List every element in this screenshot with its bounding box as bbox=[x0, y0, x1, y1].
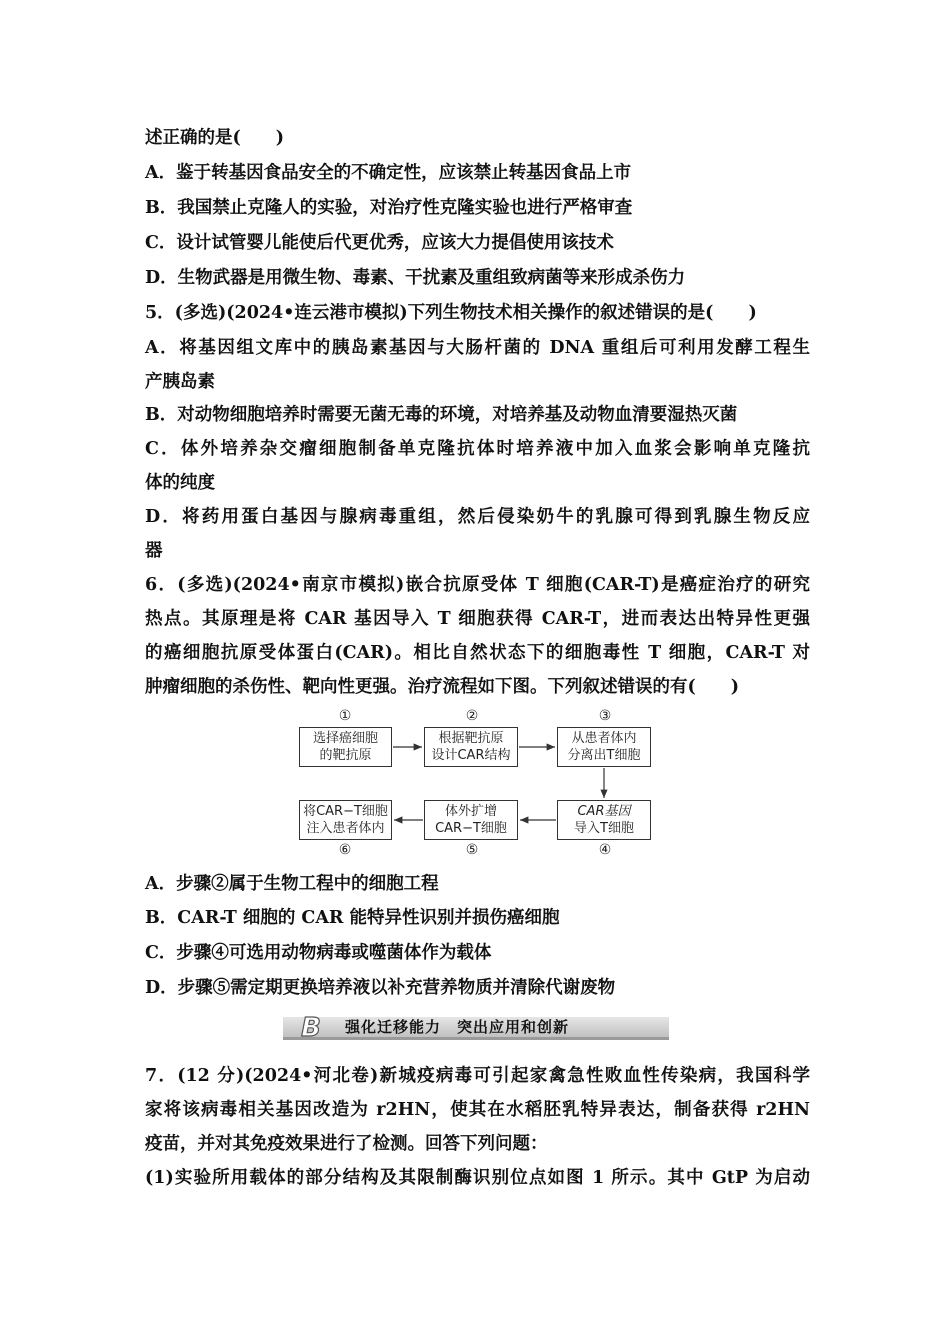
q6-option-c: C．步骤④可选用动物病毒或噬菌体作为载体 bbox=[145, 943, 492, 963]
step5-line1: 体外扩增 bbox=[444, 804, 497, 819]
step1-number: ① bbox=[338, 708, 352, 724]
q4-option-c: C．设计试管婴儿能使后代更优秀，应该大力提倡使用该技术 bbox=[145, 233, 614, 253]
q5-option-d-line2: 器 bbox=[145, 541, 163, 561]
step6-line1: 将CAR−T细胞 bbox=[303, 804, 388, 819]
q6-option-a: A．步骤②属于生物工程中的细胞工程 bbox=[145, 874, 439, 894]
step4-line2: 导入T细胞 bbox=[574, 821, 634, 836]
q5-option-c-line1: C．体外培养杂交瘤细胞制备单克隆抗体时培养液中加入血浆会影响单克隆抗 bbox=[145, 439, 810, 459]
step4-number: ④ bbox=[598, 842, 612, 858]
step2-line2: 设计CAR结构 bbox=[431, 748, 511, 763]
step2-number: ② bbox=[465, 708, 479, 724]
step5-number: ⑤ bbox=[465, 842, 479, 858]
q7-stem-line2: 家将该病毒相关基因改造为 r2HN，使其在水稻胚乳特异表达，制备获得 r2HN bbox=[145, 1100, 810, 1120]
q5-stem: 5．(多选)(2024•连云港市模拟)下列生物技术相关操作的叙述错误的是( ) bbox=[145, 303, 757, 323]
q7-stem-line1: 7．(12 分)(2024•河北卷)新城疫病毒可引起家禽急性败血性传染病，我国科学 bbox=[145, 1066, 810, 1086]
step6-line2: 注入患者体内 bbox=[306, 821, 385, 836]
q5-option-c-line2: 体的纯度 bbox=[145, 473, 215, 493]
step3-number: ③ bbox=[598, 708, 612, 724]
section-letter-icon: B bbox=[301, 1013, 321, 1041]
step1-line1: 选择癌细胞 bbox=[312, 731, 378, 746]
section-banner-title: 强化迁移能力 突出应用和创新 bbox=[345, 1018, 570, 1036]
step1-line2: 的靶抗原 bbox=[319, 748, 372, 763]
q4-option-a: A．鉴于转基因食品安全的不确定性，应该禁止转基因食品上市 bbox=[145, 163, 632, 183]
step3-line1: 从患者体内 bbox=[571, 731, 637, 746]
q4-stem-tail: 述正确的是( ) bbox=[145, 128, 285, 148]
q6-stem-line1: 6．(多选)(2024•南京市模拟)嵌合抗原受体 T 细胞(CAR-T)是癌症治疗的研究 bbox=[145, 575, 810, 595]
q4-option-d: D．生物武器是用微生物、毒素、干扰素及重组致病菌等来形成杀伤力 bbox=[145, 268, 686, 288]
q6-option-b: B．CAR-T 细胞的 CAR 能特异性识别并损伤癌细胞 bbox=[145, 908, 560, 928]
q4-option-b: B．我国禁止克隆人的实验，对治疗性克隆实验也进行严格审查 bbox=[145, 198, 633, 218]
q6-stem-line3: 的癌细胞抗原受体蛋白(CAR)。相比自然状态下的细胞毒性 T 细胞，CAR-T 对 bbox=[145, 643, 810, 663]
step2-line1: 根据靶抗原 bbox=[438, 731, 504, 746]
q5-option-d-line1: D．将药用蛋白基因与腺病毒重组，然后侵染奶牛的乳腺可得到乳腺生物反应 bbox=[145, 507, 810, 527]
q7-stem-line3: 疫苗，并对其免疫效果进行了检测。回答下列问题： bbox=[145, 1134, 548, 1154]
q6-stem-line4: 肿瘤细胞的杀伤性、靶向性更强。治疗流程如下图。下列叙述错误的有( ) bbox=[145, 677, 740, 697]
step4-line1: CAR基因 bbox=[577, 804, 631, 819]
step6-number: ⑥ bbox=[338, 842, 352, 858]
step5-line2: CAR−T细胞 bbox=[435, 821, 507, 836]
q6-stem-line2: 热点。其原理是将 CAR 基因导入 T 细胞获得 CAR-T，进而表达出特异性更强 bbox=[145, 609, 810, 629]
q5-option-b: B．对动物细胞培养时需要无菌无毒的环境，对培养基及动物血清要湿热灭菌 bbox=[145, 405, 738, 425]
q6-option-d: D．步骤⑤需定期更换培养液以补充营养物质并清除代谢废物 bbox=[145, 978, 616, 998]
q5-option-a-line2: 产胰岛素 bbox=[145, 372, 215, 392]
step3-line2: 分离出T细胞 bbox=[567, 748, 641, 763]
q5-option-a-line1: A．将基因组文库中的胰岛素基因与大肠杆菌的 DNA 重组后可利用发酵工程生 bbox=[145, 338, 810, 358]
q7-question-1: (1)实验所用载体的部分结构及其限制酶识别位点如图 1 所示。其中 GtP 为启动 bbox=[145, 1168, 810, 1188]
